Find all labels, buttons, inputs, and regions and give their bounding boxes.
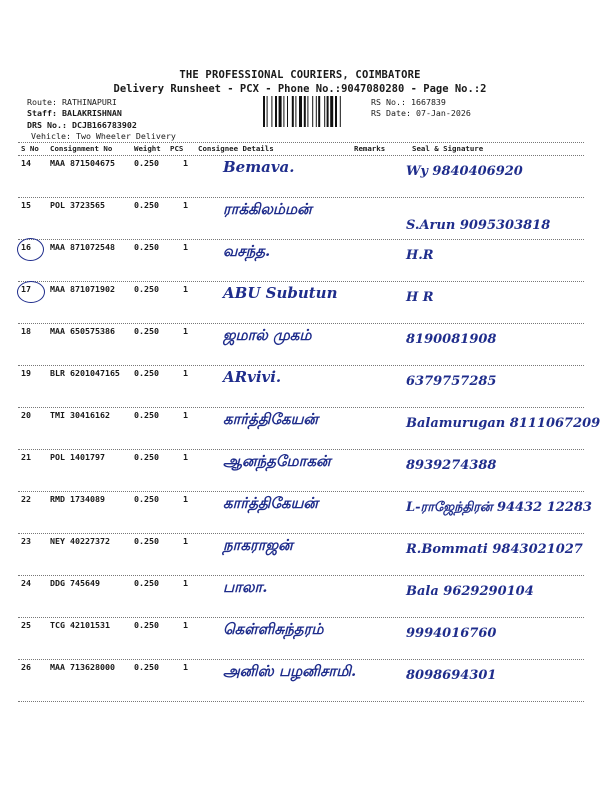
handwritten-consignee: ARvivi. <box>223 368 282 386</box>
runsheet-subtitle: Delivery Runsheet - PCX - Phone No.:9047080280 - Page No.:2 <box>113 83 487 95</box>
cell-consignment: TMI 30416162 <box>50 410 110 420</box>
handwritten-signature: H.R <box>406 248 434 263</box>
col-weight: Weight <box>134 144 161 153</box>
handwritten-signature: Bala 9629290104 <box>406 584 534 599</box>
handwritten-consignee: வசந்த. <box>223 242 271 260</box>
cell-pcs: 1 <box>183 536 188 546</box>
cell-pcs: 1 <box>183 452 188 462</box>
table-row <box>18 534 584 575</box>
table-row <box>18 618 584 659</box>
cell-weight: 0.250 <box>134 662 159 672</box>
barcode-image <box>262 96 365 127</box>
cell-sno: 23 <box>21 536 31 546</box>
table-header <box>18 142 584 156</box>
handwritten-consignee: ஆனந்தமோகன் <box>223 452 331 470</box>
handwritten-consignee: Bemava. <box>223 158 295 176</box>
cell-consignment: MAA 871071902 <box>50 284 115 294</box>
cell-sno: 16 <box>21 242 31 252</box>
handwritten-signature: Wy 9840406920 <box>406 164 523 179</box>
cell-consignment: POL 1401797 <box>50 452 105 462</box>
handwritten-consignee: பாலா. <box>223 578 268 596</box>
cell-weight: 0.250 <box>134 578 159 588</box>
cell-consignment: MAA 713628000 <box>50 662 115 672</box>
handwritten-consignee: கார்த்திகேயன் <box>223 494 318 512</box>
table-row <box>18 576 584 617</box>
cell-sno: 24 <box>21 578 31 588</box>
cell-sno: 21 <box>21 452 31 462</box>
cell-pcs: 1 <box>183 410 188 420</box>
handwritten-signature: L-ராஜேந்திரன் 94432 12283 <box>406 500 592 515</box>
vehicle-label: Vehicle: Two Wheeler Delivery <box>31 131 176 141</box>
cell-weight: 0.250 <box>134 620 159 630</box>
cell-pcs: 1 <box>183 494 188 504</box>
cell-sno: 18 <box>21 326 31 336</box>
handwritten-signature: 9994016760 <box>406 626 497 641</box>
handwritten-signature: 6379757285 <box>406 374 497 389</box>
handwritten-signature: S.Arun 9095303818 <box>406 218 551 233</box>
col-consignee: Consignee Details <box>198 144 274 153</box>
cell-pcs: 1 <box>183 662 188 672</box>
circle-mark-17 <box>17 281 45 303</box>
table-row <box>18 450 584 491</box>
cell-weight: 0.250 <box>134 326 159 336</box>
cell-sno: 15 <box>21 200 31 210</box>
cell-consignment: RMD 1734089 <box>50 494 105 504</box>
handwritten-consignee: ஜமால் முகம் <box>223 326 312 344</box>
cell-weight: 0.250 <box>134 158 159 168</box>
route-label: Route: RATHINAPURI <box>27 97 117 107</box>
cell-sno: 14 <box>21 158 31 168</box>
cell-consignment: BLR 6201047165 <box>50 368 120 378</box>
handwritten-signature: R.Bommati 9843021027 <box>406 542 583 557</box>
cell-consignment: MAA 871072548 <box>50 242 115 252</box>
handwritten-signature: H R <box>406 290 434 305</box>
handwritten-consignee: கார்த்திகேயன் <box>223 410 318 428</box>
cell-pcs: 1 <box>183 158 188 168</box>
cell-sno: 20 <box>21 410 31 420</box>
cell-sno: 25 <box>21 620 31 630</box>
handwritten-signature: Balamurugan 8111067209 <box>406 416 600 431</box>
cell-weight: 0.250 <box>134 284 159 294</box>
cell-consignment: DDG 745649 <box>50 578 100 588</box>
cell-consignment: MAA 650575386 <box>50 326 115 336</box>
cell-pcs: 1 <box>183 368 188 378</box>
rs-date: RS Date: 07-Jan-2026 <box>371 108 471 118</box>
cell-consignment: NEY 40227372 <box>50 536 110 546</box>
company-title: THE PROFESSIONAL COURIERS, COIMBATORE <box>179 69 421 81</box>
cell-pcs: 1 <box>183 242 188 252</box>
handwritten-signature: 8098694301 <box>406 668 497 683</box>
row-divider <box>18 701 584 702</box>
table-row <box>18 198 584 239</box>
staff-label: Staff: BALAKRISHNAN <box>27 108 122 118</box>
handwritten-consignee: அனிஸ் பழனிசாமி. <box>223 662 357 680</box>
cell-weight: 0.250 <box>134 242 159 252</box>
cell-consignment: MAA 871504675 <box>50 158 115 168</box>
cell-sno: 22 <box>21 494 31 504</box>
col-sno: S No <box>21 144 39 153</box>
table-row <box>18 366 584 407</box>
handwritten-consignee: நாகராஜன் <box>223 536 293 554</box>
cell-weight: 0.250 <box>134 200 159 210</box>
col-pcs: PCS <box>170 144 184 153</box>
handwritten-signature: 8190081908 <box>406 332 497 347</box>
col-signature: Seal & Signature <box>412 144 484 153</box>
drs-number: DRS No.: DCJB166783902 <box>27 120 137 130</box>
handwritten-consignee: ராக்கிலம்மன் <box>223 200 312 218</box>
col-consignment: Consignment No <box>50 144 113 153</box>
handwritten-consignee: ABU Subutun <box>223 284 338 302</box>
cell-sno: 17 <box>21 284 31 294</box>
table-row <box>18 156 584 197</box>
cell-weight: 0.250 <box>134 536 159 546</box>
table-row <box>18 240 584 281</box>
cell-sno: 19 <box>21 368 31 378</box>
table-row <box>18 282 584 323</box>
handwritten-consignee: கெள்ளிசுந்தரம் <box>223 620 324 638</box>
circle-mark-16 <box>17 238 44 261</box>
cell-sno: 26 <box>21 662 31 672</box>
cell-pcs: 1 <box>183 578 188 588</box>
table-row <box>18 408 600 449</box>
cell-pcs: 1 <box>183 284 188 294</box>
cell-pcs: 1 <box>183 200 188 210</box>
cell-weight: 0.250 <box>134 494 159 504</box>
cell-weight: 0.250 <box>134 410 159 420</box>
table-row <box>18 492 592 533</box>
col-remarks: Remarks <box>354 144 386 153</box>
rs-number: RS No.: 1667839 <box>371 97 446 107</box>
cell-consignment: POL 3723565 <box>50 200 105 210</box>
cell-weight: 0.250 <box>134 452 159 462</box>
cell-pcs: 1 <box>183 326 188 336</box>
handwritten-signature: 8939274388 <box>406 458 497 473</box>
cell-weight: 0.250 <box>134 368 159 378</box>
cell-pcs: 1 <box>183 620 188 630</box>
table-row <box>18 660 584 701</box>
table-row <box>18 324 584 365</box>
cell-consignment: TCG 42101531 <box>50 620 110 630</box>
